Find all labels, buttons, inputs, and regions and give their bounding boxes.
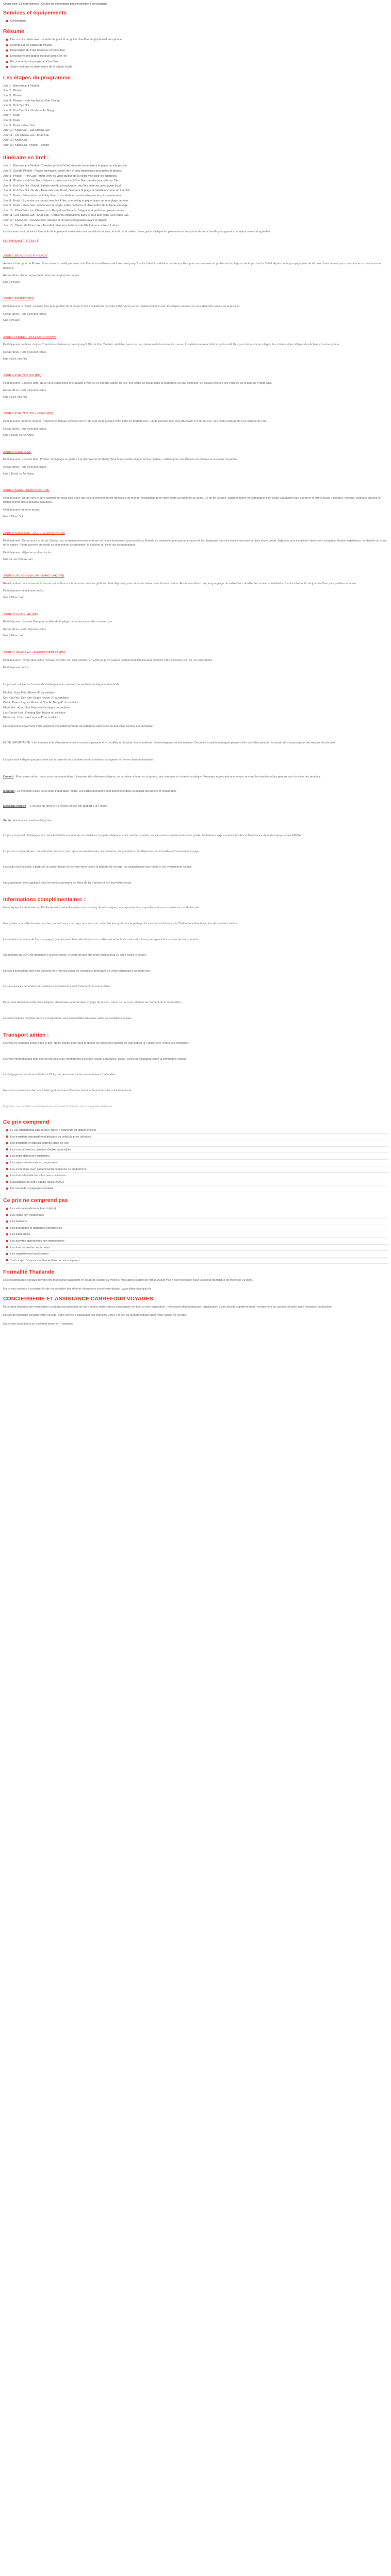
notes-section: [3, 741, 388, 762]
list-item: Conciergerie: [6, 19, 388, 24]
day-block: [3, 374, 388, 399]
info-value: Pour votre confort, nous vous recommandons d'emporter des vêtements légers, de la crème solaire, un chapeau, des sandales et un anti-moustique. Prévoyez également une tenue couvrant les épaules et les genoux pour la visite des temples.: [15, 775, 321, 778]
conciergerie-paragraph: En cas de problème pendant votre voyage, notre service d'assistance est joignable 24h/24 et 7j/7 au numéro indiqué dans votre carnet de voyage.: [3, 1314, 187, 1317]
day-night: Nuit à Koh Yao Noi: [3, 357, 27, 361]
day-meals: Repas libres. Petit déjeuner inclus.: [3, 350, 47, 354]
day-description: Réveil matinal pour observer la brume qui se lève sur le lac et écouter les gibbons. Petit déjeuner, puis retour en bateau vers l'embarcadère. Route vers Khao Lak, longue plage de sable blanc bordée de cocotiers. Installation à votre hôtel et fin de journée libre pour profiter de la mer.: [3, 582, 357, 585]
conditions-section: [3, 834, 388, 854]
info-paragraph: Pour toute demande particulière (régime alimentaire, anniversaire, voyage de noces), merci de nous en informer au moment de la réservation.: [3, 1001, 182, 1004]
info-label: Décalage horaire: [3, 804, 26, 808]
etape-line: Jour 3 : Phuket: [3, 94, 22, 97]
etape-line: Jour 2 : Phuket: [3, 89, 22, 93]
itineraire-line: Jour 13 : Départ de Khao Lak - Transfert privé vers l'aéroport de Phuket pour votre vol retour.: [3, 224, 120, 227]
list-item: Les vols internationaux (sauf option): [6, 1207, 388, 1212]
day-block: [3, 613, 388, 638]
etape-line: Jour 8 : Krabi: [3, 118, 20, 122]
day-block: [3, 412, 388, 437]
day-block: [3, 450, 388, 476]
day-description: Petit déjeuner. Départ pour le lac de Cheow Lan, immense réservoir entouré de pitons karstiques spectaculaires. Balade en bateau longue queue à travers le lac, baignade dans les eaux émeraude et visite d'une grotte. Déjeuner puis installation dans votre bungalow flottant, expérience inoubliable au cœur de la nature. Fin de journée en kayak ou simplement à contempler le coucher du soleil sur les montagnes.: [3, 539, 387, 547]
info-paragraph: Les assurances annulation et assistance rapatriement sont fortement recommandées.: [3, 985, 111, 989]
list-item: L'assistance de notre équipe locale 24h/24: [6, 1180, 388, 1186]
day-title: JOUR 8 KHAO SOK - LAC CHEOW LAN (PM): [3, 532, 65, 535]
itineraire-line: Jour 7 : Krabi - Découverte de Railay Beach, escalade ou randonnée pour les plus aventureux.: [3, 194, 122, 198]
day-title: JOUR 6 KRABI (PM): [3, 450, 31, 454]
hotel-item: Lac Cheow Lan : Floating Raft House ou similaire: [3, 711, 66, 715]
etape-line: Jour 7 : Krabi: [3, 114, 20, 117]
info-value: Aucune vaccination obligatoire.: [13, 819, 53, 823]
resume-title: Résumé: [3, 28, 24, 35]
day-title: JOUR 9 LAC CHEOW LAN - KHAO LAK (PM): [3, 574, 64, 578]
list-item: Découverte des plages les plus belles de l'île: [6, 54, 388, 59]
etapes-title: Les étapes du programme :: [3, 74, 74, 81]
list-item: Les petits déjeuners quotidiens: [6, 1154, 388, 1160]
list-item: Les repas non mentionnés: [6, 1213, 388, 1219]
info-label-line: Santé : Aucune vaccination obligatoire.: [3, 819, 53, 823]
day-meals: Repas libres. Aucun repas n'est prévu au programme ce jour.: [3, 274, 80, 278]
conditions-paragraph: Le prix comprend : l'hébergement dans les hôtels mentionnés ou similaires, les petits déjeuners, les transferts privés, les excursions mentionnées avec guide, les bateaux express entre les îles et l'assistance de notre équipe locale 24h/24.: [3, 834, 302, 837]
itineraire-line: Jour 6 : Koh Yao Noi - Krabi - Traversée vers Krabi, détente à la plage et balade nocturne au marché.: [3, 189, 131, 193]
etapes-list: [3, 84, 388, 148]
list-item: Les excursions avec guide local francophone ou anglophone: [6, 1167, 388, 1173]
day-night: Nuit à Khao Lak: [3, 596, 24, 599]
day-title: JOUR 7 KRABI - KHAO SOK (PM): [3, 489, 50, 493]
note-paragraph: Les prix sont indiqués par personne sur la base de deux adultes et deux enfants partageant la même chambre familiale.: [3, 758, 154, 762]
list-item: Un carnet de voyage personnalisé: [6, 1187, 388, 1192]
itineraire-note: Les horaires sont donnés à titre indicatif et peuvent varier selon les conditions locales, le trafic et la météo. Votre guide s'adapte en permanence au rythme de votre famille pour garantir un séjour serein et agréable.: [3, 230, 271, 234]
day-description: Petit déjeuner à l'hôtel. Journée libre pour profiter de la plage et des installations de votre hôtel. Vous pouvez également découvrir les plages voisines ou vous détendre autour de la piscine.: [3, 304, 240, 308]
day-meals: Repas libres. Petit déjeuner inclus.: [3, 389, 47, 393]
itineraire-line: Jour 8 : Krabi - Excursion en bateau vers les 4 îles, snorkeling et pique-nique sur une plage de rêve.: [3, 199, 129, 202]
day-meals: Repas libres. Petit déjeuner inclus.: [3, 466, 47, 469]
hotel-item: Khao Sok : Khao Sok Riverside Cottages ou similaire: [3, 706, 70, 710]
etape-line: Jour 10 : Khao Sok - Lac Cheow Lan: [3, 129, 50, 132]
etape-line: Jour 11 : Lac Cheow Lan - Khao Lak: [3, 133, 49, 137]
list-item: Les droits d'entrée dans les parcs nationaux: [6, 1174, 388, 1179]
resume-list: [6, 38, 388, 70]
etape-line: Jour 6 : Koh Yao Noi - Krabi ou Ao Nang: [3, 109, 54, 112]
info-paragraph: Un acompte de 30% est demandé à la réservation, le solde devant être réglé au plus tard 30 jours avant le départ.: [3, 954, 146, 957]
etape-line: Jour 1 : Bienvenue à Phuket: [3, 84, 39, 88]
page: [3, 2, 388, 1326]
day-description: Petit déjeuner. Temps libre selon l'horaire de votre vol, puis transfert en véhicule privé jusqu'à l'aéroport de Phuket pour prendre votre vol retour. Fin de nos prestations.: [3, 658, 213, 662]
services-list: [6, 19, 388, 24]
list-item: Les frais de visa le cas échéant: [6, 1246, 388, 1251]
info-label-line: Monnaie : La monnaie locale est le Baht thaïlandais (THB). Les cartes bancaires sont acceptées dans la plupart des hôtels et restaurants.: [3, 790, 177, 793]
etape-line: Jour 4 : Phuket - Koh Yao Noi ou Koh Yao Yai: [3, 99, 60, 103]
itineraire-line: Jour 4 : Phuket - Koh Yao Noi - Bateau express vers Koh Yao Noi, paradis tranquille sur l'île.: [3, 179, 119, 183]
day-night: Nuit à Krabi ou Ao Nang: [3, 472, 34, 476]
info-paragraph: Notre équipe locale basée en Thaïlande est à votre disposition tout au long de votre séjour pour répondre à vos questions et vous assister en cas de besoin.: [3, 906, 200, 910]
day-block: [3, 651, 388, 670]
hotels-note: Nous pouvons également vous proposer des hébergements de catégorie supérieure ou des villas privées sur demande.: [3, 724, 154, 728]
list-item: Les transferts en bateau express entre les îles: [6, 1141, 388, 1147]
itineraire-line: Jour 2 : Sud de Phuket - Plages sauvages, vision libre et jeux aquatiques pour petits et grands.: [3, 170, 123, 173]
info-title: Informations complémentaires :: [3, 896, 86, 903]
list-item: Les assurances: [6, 1232, 388, 1238]
day-description: Petit déjeuner. Journée libre. Profitez de la plage ou partez à la découverte de Railay Beach accessible uniquement en bateau, célèbre pour ses falaises de calcaire et ses eaux turquoise.: [3, 458, 238, 462]
intro-text: Circuit pour 1 à 6 personnes - Ce prix ne correspond pas l'ensemble 3 conciergerie: [3, 3, 108, 6]
transport-section: [3, 1041, 388, 1093]
list-item: Le vol international aller-retour France / Thaïlande (si option choisie): [6, 1128, 388, 1134]
programme-title: PROGRAMME DETAILLÉ: [3, 240, 39, 243]
list-item: Les activités optionnelles non mentionnées: [6, 1239, 388, 1245]
day-night: Nuit à Phuket: [3, 319, 21, 323]
day-title: JOUR 1 BIENVENUE À PHUKET: [3, 255, 48, 258]
etape-line: Jour 9 : Krabi - Khao Sok: [3, 124, 35, 127]
itineraire-title: Itinéraire en bref :: [3, 155, 49, 161]
day-meals: Petit déjeuner et dîner inclus.: [3, 509, 40, 512]
day-title: JOUR 11 KHAO LAK - PHUKET DÉPART (PM): [3, 651, 66, 654]
hotel-item: Khao Lak : Khao Lak Laguna 4* ou similaire: [3, 716, 59, 720]
etape-line: Jour 12 : Khao Lak: [3, 139, 27, 142]
itineraire-line: Jour 5 : Koh Yao Noi - Kayak, balade en vélo et exploration des îles désertes avec guide local.: [3, 184, 122, 188]
list-item: Les boissons: [6, 1219, 388, 1225]
days-container: [3, 254, 388, 670]
day-description: Petit déjeuner au lever du jour. Transfert en bateau express jusqu'à l'île de Koh Yao Noi, véritable havre de paix préservé du tourisme de masse. Installation à votre hôtel et après-midi libre pour découvrir les plages, les rizières et les villages de pêcheurs à votre rythme.: [3, 343, 340, 347]
day-meals: Repas libres. Petit déjeuner inclus.: [3, 427, 47, 431]
day-block: [3, 531, 388, 562]
day-night: Nuit au Lac Cheow Lan: [3, 557, 33, 561]
transport-small-note: Important : les conditions de transport peuvent varier en fonction des compagnies aériennes.: [3, 1105, 113, 1108]
day-night: Nuit à Khao Lak: [3, 634, 24, 638]
itineraire-line: Jour 11 : Lac Cheow Lan - Khao Lak - Dernières explorations dans le parc puis route vers Khao Lak.: [3, 214, 129, 217]
list-item: Les repas mentionnés au programme: [6, 1161, 388, 1166]
prix-comprend-list: [6, 1128, 388, 1192]
hotels-section: [3, 683, 388, 729]
formalite-paragraph: Les ressortissants français doivent être munis d'un passeport en cours de validité au moins 6 mois après la date de retour. Aucun visa n'est nécessaire pour un séjour touristique de moins de 30 jours.: [3, 1279, 253, 1282]
day-description: Petit déjeuner. Route vers le parc national de Khao Sok, l'une des plus anciennes forêts tropicales du monde. Installation dans votre lodge au cœur de la jungle. En fin de journée, safari nocturne en compagnie d'un guide naturaliste pour observer la faune locale : insectes, oiseaux, serpents, geckos et parfois même des éléphants sauvages.: [3, 496, 381, 504]
day-meals: Petit déjeuner inclus.: [3, 666, 30, 670]
day-block: [3, 488, 388, 519]
day-night: Nuit à Krabi ou Ao Nang: [3, 434, 34, 437]
list-item: Les transferts aéroport/hôtel/aéroport en véhicule privé climatisé: [6, 1135, 388, 1141]
day-description: Arrivée à l'aéroport de Phuket. Vous serez accueilli par votre chauffeur et transféré en véhicule privé jusqu'à votre hôtel. Installation puis temps libre pour vous reposer et profiter de la plage ou de la piscine de l'hôtel. Après un long voyage, rien de tel qu'un bain de mer pour commencer vos vacances en douceur.: [3, 262, 383, 270]
transport-paragraph: Les vols internationaux sont opérés par plusieurs compagnies avec une escale à Bangkok, Dubaï, Doha ou Singapour selon la compagnie choisie.: [3, 1057, 187, 1061]
list-item: Excursion dans la jungle de Khao Sok: [6, 60, 388, 64]
transport-paragraph: Les vols ne sont pas inclus dans le prix. Notre équipe peut vous proposer les meilleures options de vols depuis la France vers Phuket sur demande.: [3, 1042, 189, 1045]
formalite-title: Formalité Thaïlande: [3, 1269, 55, 1276]
prestations-paragraph: Un supplément sera appliqué pour les séjours pendant les fêtes de fin d'année et le Nouvel An chinois.: [3, 881, 132, 885]
info-label-line: Décalage horaire : +5 heures en hiver et +6 heures en été par rapport à la France.: [3, 804, 108, 808]
itineraire-line: Jour 9 : Krabi - Khao Sok - Route vers la jungle, safari nocturne et observation de la faune sauvage.: [3, 204, 129, 208]
info-value: +5 heures en hiver et +6 heures en été par rapport à la France.: [28, 804, 108, 808]
info-label-line: Conseil : Pour votre confort, nous vous recommandons d'emporter des vêtements légers, de la crème solaire, un chapeau, des sandales et un anti-moustique. Prévoyez également une tenue couvrant les épaules et les genoux pour la visite des temples.: [3, 775, 321, 778]
info-label: Santé: [3, 819, 11, 823]
prix-comprend-title: Ce prix comprend: [3, 1119, 50, 1126]
info-label: Monnaie: [3, 790, 15, 793]
conciergerie-paragraph: Pour toute demande de modification ou de personnalisation de votre séjour, notre service conciergerie se tient à votre disposition : réservation d'un restaurant, organisation d'une activité supplémentaire, recherche d'un cadeau ou toute autre demande particulière.: [3, 1305, 333, 1309]
hotels-intro: Le prix est calculé sur la base des hébergements suivants ou similaires (catégorie standard) :: [3, 683, 121, 686]
info-label: Conseil: [3, 775, 13, 778]
itineraire-line: Jour 12 : Khao Lak - Journée libre, détente et dernières baignades avant le départ.: [3, 219, 107, 222]
info-paragraph: En cas d'annulation, des frais pourront être retenus selon les conditions générales de vente disponibles sur notre site.: [3, 969, 151, 973]
day-title: JOUR 4 KOH YAO NOI (PM): [3, 374, 42, 378]
day-block: [3, 297, 388, 323]
info-paragraph: Nos guides sont sélectionnés pour leur connaissance du pays, leur sens du contact et leur goût pour le partage. Ils vous feront découvrir la Thaïlande authentique, loin des sentiers battus.: [3, 922, 238, 925]
services-title: Services et équipements: [3, 9, 67, 16]
day-description: Petit déjeuner. Journée libre pour profiter de la plage, de la piscine ou d'un soin au spa.: [3, 620, 113, 624]
day-description: Petit déjeuner. Journée libre. Nous vous conseillons une balade à vélo ou en scooter autour de l'île, une sortie en kayak dans la mangrove ou une excursion en bateau vers les îles voisines de la baie de Phang Nga.: [3, 381, 272, 385]
day-title: JOUR 2 PHUKET (PM): [3, 297, 34, 301]
day-meals: Petit déjeuner et déjeuner inclus.: [3, 589, 45, 593]
day-title: JOUR 10 KHAO LAK (PM): [3, 613, 39, 616]
transport-paragraph: Les bagages en soute sont limités à 20 kg par personne sur les vols intérieurs thaïlandais.: [3, 1073, 117, 1077]
conciergerie-title: CONCIERGERIE ET ASSISTANCE CARREFOUR VOYAGES: [3, 1295, 153, 1302]
itineraire-line: Jour 1 : Bienvenue à Phuket - Transfert privé à l'hôtel, détente immédiate à la plage ou à la piscine.: [3, 164, 128, 168]
day-meals: Petit déjeuner, déjeuner et dîner inclus.: [3, 551, 53, 554]
day-title: JOUR 5 KOH YAO NOI - KRABI (PM): [3, 412, 53, 416]
day-meals: Repas libres. Petit déjeuner inclus.: [3, 312, 47, 316]
prix-ne-comprend-title: Ce prix ne comprend pas: [3, 1197, 68, 1204]
hotel-item: Phuket : Kata Palm Resort 4* ou similaire: [3, 691, 55, 695]
itineraire-list: [3, 164, 388, 228]
etape-line: Jour 13 : Khao Lak - Phuket - départ: [3, 143, 49, 147]
prix-ne-comprend-list: [6, 1207, 388, 1264]
info-paragraph: Les enfants de moins de 2 ans voyagent gratuitement. Une réduction est accordée aux enfants de moins de 12 ans partageant la chambre de leurs parents.: [3, 938, 199, 941]
transport-title: Transport aérien :: [3, 1032, 49, 1039]
prestations-paragraph: Les tarifs sont calculés à partir de la saison basse et peuvent varier selon la période de voyage, les disponibilités des hôtels et les événements locaux.: [3, 866, 192, 869]
etape-line: Jour 5 : Koh Yao Noi: [3, 104, 29, 108]
itineraire-line: Jour 10 : Khao Sok - Lac Cheow Lan - Bungalows flottants, baignade et grottes en pleine nature.: [3, 209, 125, 212]
hotel-item: Koh Yao Noi : Koh Yao Village Resort 3* ou similaire: [3, 696, 69, 700]
list-item: Les suppléments haute saison: [6, 1252, 388, 1258]
day-description: Petit déjeuner au lever du jour. Transfert en bateau express vers Krabi puis route jusqu'à votre hôtel en bord de mer. Fin de journée libre pour découvrir le front de mer, ses petits restaurants et le marché de nuit.: [3, 420, 267, 423]
list-item: Les nuits d'hôtel en chambre double ou familiale: [6, 1148, 388, 1154]
day-block: [3, 254, 388, 284]
info-section: [3, 906, 388, 1021]
labels-section: [3, 775, 388, 823]
list-item: Détente sur les plages de Phuket: [6, 43, 388, 48]
list-item: Tout ce qui n'est pas mentionné dans ce prix comprend: [6, 1259, 388, 1264]
itineraire-line: Jour 3 : Phuket - Fort Cap Phrom Thep ou visite guidée de la vieille ville pour les amateurs.: [3, 174, 118, 178]
info-value: La monnaie locale est le Baht thaïlandais (THB). Les cartes bancaires sont acceptées dans la plupart des hôtels et restaurants.: [17, 790, 177, 793]
day-night: Nuit à Khao Sok: [3, 515, 24, 518]
day-block: [3, 574, 388, 600]
day-night: Nuit à Phuket: [3, 280, 21, 284]
hotel-item: Krabi : Peace Laguna Resort & Spa Ao Nang 4* ou similaire: [3, 701, 78, 705]
list-item: Des circuits privés avec un véhicule privé et un guide chauffeur anglophone/francophone: [6, 38, 388, 42]
day-night: Nuit à Koh Yao Noi: [3, 395, 27, 399]
list-item: Les pourboires et dépenses personnelles: [6, 1226, 388, 1232]
day-meals: Repas libres. Petit déjeuner inclus.: [3, 628, 47, 631]
list-item: Safari nocturne et observation de la nature locale: [6, 65, 388, 70]
day-block: [3, 335, 388, 361]
prestations-section: [3, 865, 388, 885]
hotels-list: [3, 691, 388, 720]
formalite-paragraph: Nous vous invitons à consulter le site du ministère des Affaires étrangères avant votre départ : www.diplomatie.gouv.fr: [3, 1287, 151, 1291]
formalite-section: [3, 1278, 388, 1291]
day-title: JOUR 3 PHUKET - KOH YAO NOI (PM): [3, 335, 56, 339]
transport-paragraph: Nous recommandons d'arriver à l'aéroport au moins 3 heures avant le départ de votre vol international.: [3, 1089, 133, 1092]
conciergerie-section: [3, 1305, 388, 1327]
info-paragraph: Les informations données dans ce programme sont susceptibles d'évoluer selon les conditions locales.: [3, 1016, 133, 1020]
list-item: Dégustation de fruits tropicaux et fruits frais: [6, 48, 388, 53]
note-paragraph: NOTE IMPORTANTE : Les horaires et le déroulement des excursions peuvent être modifiés en fonction des conditions météorologiques et des marées. Certaines activités nautiques peuvent être annulées pendant la saison de mousson pour des raisons de sécurité.: [3, 741, 336, 745]
conditions-paragraph: Le prix ne comprend pas : les vols internationaux, les repas non mentionnés, les boissons, les pourboires, les dépenses personnelles et l'assurance voyage.: [3, 850, 200, 853]
conciergerie-paragraph: Nous vous souhaitons un excellent séjour en Thaïlande !: [3, 1322, 75, 1326]
